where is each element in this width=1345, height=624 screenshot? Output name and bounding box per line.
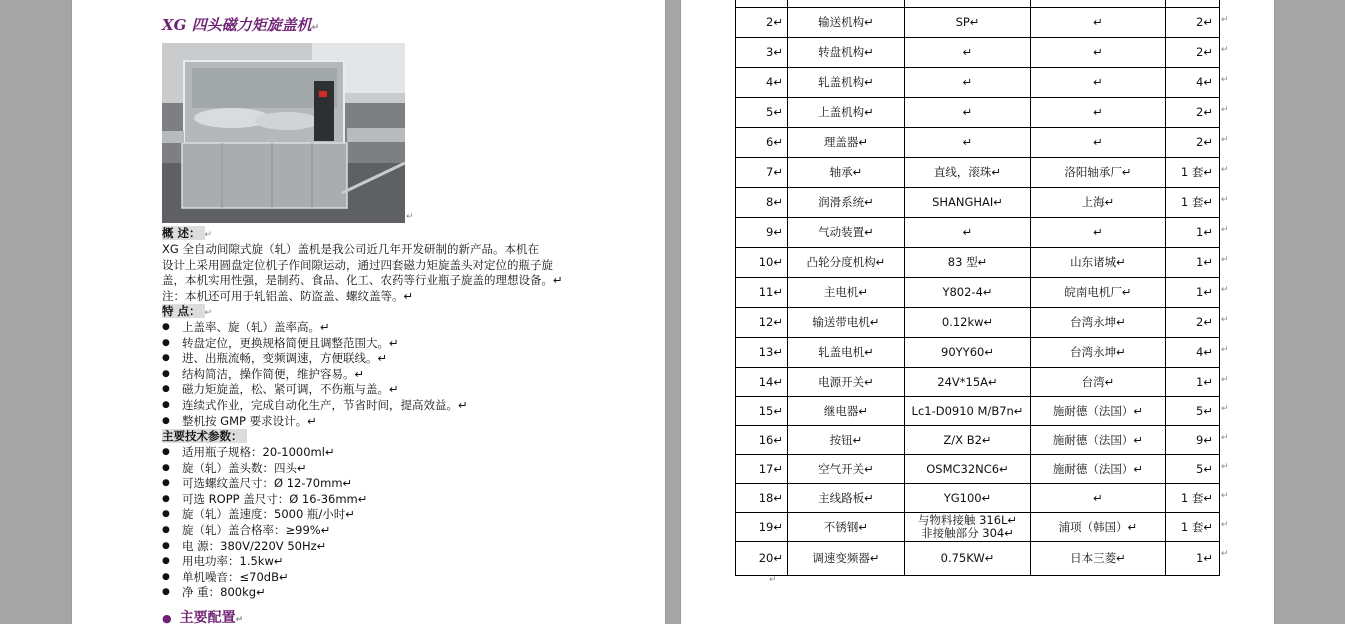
capping-machine-image bbox=[162, 43, 405, 223]
feature-item: ● 上盖率、旋（轧）盖率高。↵ bbox=[162, 320, 468, 336]
row-end-mark: ↵ bbox=[1221, 255, 1229, 265]
component-name-cell: 电源开关↵ bbox=[788, 368, 905, 397]
manufacturer-cell: 台湾永坤↵ bbox=[1031, 338, 1166, 368]
quantity-cell: 5↵ bbox=[1166, 455, 1220, 484]
manufacturer-cell: ↵ bbox=[1031, 38, 1166, 68]
row-end-mark: ↵ bbox=[1221, 105, 1229, 115]
features-list bbox=[162, 320, 468, 429]
manufacturer-cell: 施耐德（法国）↵ bbox=[1031, 397, 1166, 426]
manufacturer-cell: 台湾↵ bbox=[1031, 368, 1166, 397]
spec-cell: 0.75KW↵ bbox=[905, 542, 1031, 576]
table-row bbox=[736, 0, 1220, 8]
table-row bbox=[736, 158, 1220, 188]
param-item: ● 可选螺纹盖尺寸：Ø 12-70mm↵ bbox=[162, 476, 367, 492]
component-name-cell: 转盘机构↵ bbox=[788, 38, 905, 68]
manufacturer-cell: 台湾永坤↵ bbox=[1031, 308, 1166, 338]
component-name-cell: 输送带电机↵ bbox=[788, 308, 905, 338]
spec-cell: SP↵ bbox=[905, 8, 1031, 38]
row-end-mark: ↵ bbox=[1221, 345, 1229, 355]
component-name-cell: 调速变频器↵ bbox=[788, 542, 905, 576]
row-number-cell: 7↵ bbox=[736, 158, 788, 188]
table-row bbox=[736, 8, 1220, 38]
component-name-cell: 输送机构↵ bbox=[788, 8, 905, 38]
table-row bbox=[736, 308, 1220, 338]
manufacturer-cell: 日本三菱↵ bbox=[1031, 542, 1166, 576]
spec-cell bbox=[905, 0, 1031, 8]
spec-cell: 90YY60↵ bbox=[905, 338, 1031, 368]
param-item: ● 净 重：800kg↵ bbox=[162, 585, 367, 601]
quantity-cell: 2↵ bbox=[1166, 38, 1220, 68]
manufacturer-cell: ↵ bbox=[1031, 98, 1166, 128]
quantity-cell: 9↵ bbox=[1166, 426, 1220, 455]
row-end-mark: ↵ bbox=[1221, 225, 1229, 235]
table-row bbox=[736, 368, 1220, 397]
params-list bbox=[162, 445, 367, 601]
manufacturer-cell: ↵ bbox=[1031, 68, 1166, 98]
row-number-cell: 9↵ bbox=[736, 218, 788, 248]
param-item: ● 旋（轧）盖头数：四头↵ bbox=[162, 461, 367, 477]
component-name-cell: 继电器↵ bbox=[788, 397, 905, 426]
row-end-mark: ↵ bbox=[1221, 491, 1229, 501]
spec-cell: ↵ bbox=[905, 128, 1031, 158]
row-number-cell: 17↵ bbox=[736, 455, 788, 484]
product-photo bbox=[162, 43, 405, 223]
param-item: ● 用电功率：1.5kw↵ bbox=[162, 554, 367, 570]
table-row bbox=[736, 455, 1220, 484]
row-end-mark: ↵ bbox=[1221, 462, 1229, 472]
spec-cell: ↵ bbox=[905, 218, 1031, 248]
paragraph-mark: ↵ bbox=[769, 575, 777, 585]
spec-cell: Y802-4↵ bbox=[905, 278, 1031, 308]
document-page-left bbox=[71, 0, 666, 624]
quantity-cell: 1↵ bbox=[1166, 248, 1220, 278]
quantity-cell: 1↵ bbox=[1166, 218, 1220, 248]
table-row bbox=[736, 248, 1220, 278]
row-end-mark: ↵ bbox=[1221, 315, 1229, 325]
quantity-cell: 2↵ bbox=[1166, 98, 1220, 128]
row-number-cell: 8↵ bbox=[736, 188, 788, 218]
spec-cell: YG100↵ bbox=[905, 484, 1031, 513]
feature-item: ● 结构简洁，操作简便，维护容易。↵ bbox=[162, 367, 468, 383]
param-item: ● 旋（轧）盖合格率：≥99%↵ bbox=[162, 523, 367, 539]
spec-cell: 0.12kw↵ bbox=[905, 308, 1031, 338]
features-heading: 特 点： ↵ bbox=[162, 304, 213, 318]
quantity-cell: 1 套↵ bbox=[1166, 188, 1220, 218]
quantity-cell: 1↵ bbox=[1166, 542, 1220, 576]
spec-cell: 与物料接触 316L↵ 非接触部分 304↵ bbox=[905, 513, 1031, 542]
table-row bbox=[736, 68, 1220, 98]
table-row bbox=[736, 513, 1220, 542]
feature-item: ● 连续式作业，完成自动化生产，节省时间，提高效益。↵ bbox=[162, 398, 468, 414]
row-end-mark: ↵ bbox=[1221, 433, 1229, 443]
row-end-mark: ↵ bbox=[1221, 549, 1229, 559]
feature-item: ● 进、出瓶流畅，变频调速，方便联线。↵ bbox=[162, 351, 468, 367]
param-item: ● 单机噪音：≤70dB↵ bbox=[162, 570, 367, 586]
quantity-cell: 4↵ bbox=[1166, 338, 1220, 368]
table-row bbox=[736, 38, 1220, 68]
component-table bbox=[735, 0, 1220, 576]
manufacturer-cell: 施耐德（法国）↵ bbox=[1031, 426, 1166, 455]
quantity-cell: 1 套↵ bbox=[1166, 513, 1220, 542]
spec-cell: 24V*15A↵ bbox=[905, 368, 1031, 397]
param-item: ● 可选 ROPP 盖尺寸：Ø 16-36mm↵ bbox=[162, 492, 367, 508]
component-name-cell: 理盖器↵ bbox=[788, 128, 905, 158]
row-number-cell: 16↵ bbox=[736, 426, 788, 455]
component-name-cell: 空气开关↵ bbox=[788, 455, 905, 484]
overview-line: XG 全自动间隙式旋（轧）盖机是我公司近几年开发研制的新产品。本机在 bbox=[162, 242, 539, 256]
row-number-cell: 15↵ bbox=[736, 397, 788, 426]
component-name-cell: 轴承↵ bbox=[788, 158, 905, 188]
row-number-cell: 19↵ bbox=[736, 513, 788, 542]
row-end-mark: ↵ bbox=[1221, 165, 1229, 175]
row-number-cell: 18↵ bbox=[736, 484, 788, 513]
row-number-cell: 4↵ bbox=[736, 68, 788, 98]
component-name-cell: 上盖机构↵ bbox=[788, 98, 905, 128]
feature-item: ● 整机按 GMP 要求设计。↵ bbox=[162, 414, 468, 430]
component-name-cell: 不锈钢↵ bbox=[788, 513, 905, 542]
row-end-mark: ↵ bbox=[1221, 520, 1229, 530]
row-end-mark: ↵ bbox=[1221, 45, 1229, 55]
row-number-cell: 10↵ bbox=[736, 248, 788, 278]
row-end-mark: ↵ bbox=[1221, 135, 1229, 145]
main-config-heading: ● 主要配置↵ bbox=[162, 610, 244, 624]
manufacturer-cell bbox=[1031, 0, 1166, 8]
row-number-cell: 13↵ bbox=[736, 338, 788, 368]
row-number-cell: 2↵ bbox=[736, 8, 788, 38]
component-name-cell: 轧盖电机↵ bbox=[788, 338, 905, 368]
manufacturer-cell: 浦项（韩国）↵ bbox=[1031, 513, 1166, 542]
component-name-cell: 凸轮分度机构↵ bbox=[788, 248, 905, 278]
spec-cell: OSMC32NC6↵ bbox=[905, 455, 1031, 484]
table-row bbox=[736, 278, 1220, 308]
row-end-mark: ↵ bbox=[1221, 404, 1229, 414]
quantity-cell: 5↵ bbox=[1166, 397, 1220, 426]
table-row bbox=[736, 128, 1220, 158]
spec-cell: Lc1-D0910 M/B7n↵ bbox=[905, 397, 1031, 426]
spec-cell: SHANGHAI↵ bbox=[905, 188, 1031, 218]
quantity-cell: 2↵ bbox=[1166, 128, 1220, 158]
table-row bbox=[736, 484, 1220, 513]
component-name-cell bbox=[788, 0, 905, 8]
overview-line: 盖，本机实用性强，是制药、食品、化工、农药等行业瓶子旋盖的理想设备。↵ bbox=[162, 273, 563, 287]
quantity-cell: 1 套↵ bbox=[1166, 158, 1220, 188]
row-number-cell: 3↵ bbox=[736, 38, 788, 68]
row-number-cell: 6↵ bbox=[736, 128, 788, 158]
spec-cell: Z/X B2↵ bbox=[905, 426, 1031, 455]
manufacturer-cell: 山东诸城↵ bbox=[1031, 248, 1166, 278]
component-name-cell: 按钮↵ bbox=[788, 426, 905, 455]
spec-cell: ↵ bbox=[905, 38, 1031, 68]
component-name-cell: 主线路板↵ bbox=[788, 484, 905, 513]
param-item: ● 电 源：380V/220V 50Hz↵ bbox=[162, 539, 367, 555]
document-page-right bbox=[680, 0, 1275, 624]
quantity-cell: 4↵ bbox=[1166, 68, 1220, 98]
row-number-cell: 14↵ bbox=[736, 368, 788, 397]
feature-item: ● 转盘定位，更换规格简便且调整范围大。↵ bbox=[162, 336, 468, 352]
overview-line: 设计上采用圆盘定位机子作间隙运动，通过四套磁力矩旋盖头对定位的瓶子旋 bbox=[162, 258, 553, 272]
table-row bbox=[736, 218, 1220, 248]
feature-item: ● 磁力矩旋盖，松、紧可调，不伤瓶与盖。↵ bbox=[162, 382, 468, 398]
spec-cell: 83 型↵ bbox=[905, 248, 1031, 278]
row-end-mark: ↵ bbox=[1221, 195, 1229, 205]
quantity-cell: 1↵ bbox=[1166, 368, 1220, 397]
quantity-cell: 2↵ bbox=[1166, 308, 1220, 338]
component-name-cell: 润滑系统↵ bbox=[788, 188, 905, 218]
row-number-cell: 11↵ bbox=[736, 278, 788, 308]
quantity-cell: 2↵ bbox=[1166, 8, 1220, 38]
component-name-cell: 主电机↵ bbox=[788, 278, 905, 308]
row-end-mark: ↵ bbox=[1221, 75, 1229, 85]
manufacturer-cell: 皖南电机厂↵ bbox=[1031, 278, 1166, 308]
row-number-cell bbox=[736, 0, 788, 8]
table-row bbox=[736, 542, 1220, 576]
row-end-mark: ↵ bbox=[1221, 375, 1229, 385]
table-row bbox=[736, 397, 1220, 426]
row-number-cell: 20↵ bbox=[736, 542, 788, 576]
manufacturer-cell: ↵ bbox=[1031, 8, 1166, 38]
params-heading: 主要技术参数： bbox=[162, 429, 247, 445]
param-item: ● 旋（轧）盖速度：5000 瓶/小时↵ bbox=[162, 507, 367, 523]
quantity-cell: 1↵ bbox=[1166, 278, 1220, 308]
manufacturer-cell: 洛阳轴承厂↵ bbox=[1031, 158, 1166, 188]
row-number-cell: 12↵ bbox=[736, 308, 788, 338]
manufacturer-cell: ↵ bbox=[1031, 218, 1166, 248]
overview-note: 注：本机还可用于轧铝盖、防盗盖、螺纹盖等。↵ bbox=[162, 289, 414, 303]
row-end-mark: ↵ bbox=[1221, 285, 1229, 295]
spec-cell: ↵ bbox=[905, 68, 1031, 98]
spec-cell: ↵ bbox=[905, 98, 1031, 128]
spec-cell: 直线，滚珠↵ bbox=[905, 158, 1031, 188]
manufacturer-cell: ↵ bbox=[1031, 484, 1166, 513]
overview-heading: 概 述： ↵ bbox=[162, 226, 213, 240]
quantity-cell bbox=[1166, 0, 1220, 8]
paragraph-mark: ↵ bbox=[406, 212, 414, 222]
component-name-cell: 轧盖机构↵ bbox=[788, 68, 905, 98]
manufacturer-cell: 上海↵ bbox=[1031, 188, 1166, 218]
row-end-mark: ↵ bbox=[1221, 15, 1229, 25]
table-row bbox=[736, 98, 1220, 128]
table-row bbox=[736, 426, 1220, 455]
quantity-cell: 1 套↵ bbox=[1166, 484, 1220, 513]
table-row bbox=[736, 188, 1220, 218]
table-row bbox=[736, 338, 1220, 368]
manufacturer-cell: 施耐德（法国）↵ bbox=[1031, 455, 1166, 484]
param-item: ● 适用瓶子规格：20-1000ml↵ bbox=[162, 445, 367, 461]
document-title: XG 四头磁力矩旋盖机↵ bbox=[162, 16, 320, 34]
component-name-cell: 气动装置↵ bbox=[788, 218, 905, 248]
manufacturer-cell: ↵ bbox=[1031, 128, 1166, 158]
row-number-cell: 5↵ bbox=[736, 98, 788, 128]
